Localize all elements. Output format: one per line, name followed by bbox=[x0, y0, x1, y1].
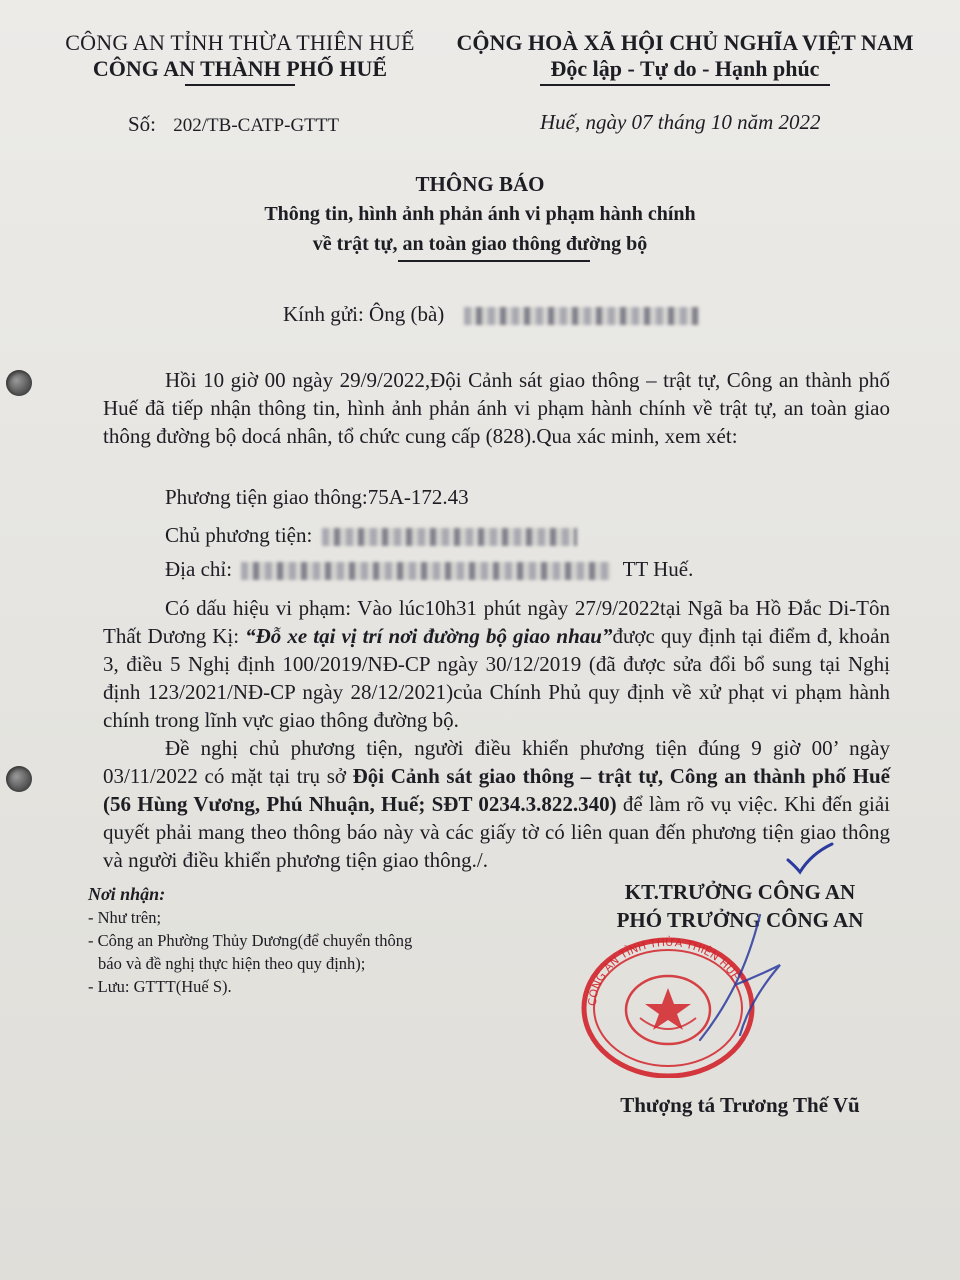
agency-name: CÔNG AN THÀNH PHỐ HUẾ bbox=[92, 56, 388, 81]
motto: Độc lập - Tự do - Hạnh phúc bbox=[550, 56, 820, 81]
recipients-list bbox=[88, 883, 412, 998]
address-line bbox=[165, 557, 693, 582]
signature-title-1: KT.TRƯỞNG CÔNG AN bbox=[624, 880, 856, 904]
redacted-recipient-name bbox=[464, 307, 699, 325]
request-suffix: để làm rõ vụ việc. Khi đến giải quyết phải mang theo thông báo này và các giấy tờ có liên quan đến phương tiện giao thông và người điều khiển phương tiện giao thông./. bbox=[103, 792, 890, 872]
owner-line bbox=[165, 523, 577, 548]
handwritten-signature bbox=[640, 905, 800, 1055]
recipients-heading: Nơi nhận: bbox=[88, 884, 166, 904]
owner-label: Chủ phương tiện: bbox=[165, 523, 313, 547]
vehicle-line: Phương tiện giao thông:75A-172.43 bbox=[165, 485, 469, 509]
recipient-item: báo và đề nghị thực hiện theo quy định); bbox=[98, 954, 366, 973]
svg-text:CÔNG AN TỈNH THỪA THIÊN HUẾ: CÔNG AN TỈNH THỪA THIÊN HUẾ bbox=[585, 935, 743, 1007]
agency-header bbox=[60, 30, 420, 86]
violation-prefix: Có dấu hiệu vi phạm: Vào lúc10h31 phút ngày 27/9/2022tại Ngã ba Hồ Đắc Di-Tôn Thất Dương Kị: bbox=[103, 596, 890, 648]
motto-underline bbox=[540, 84, 830, 86]
paragraph-violation bbox=[103, 594, 890, 734]
signer-name: Thượng tá Trương Thế Vũ bbox=[620, 1093, 860, 1117]
address-label: Địa chỉ: bbox=[165, 557, 233, 581]
violation-quote: “Đỗ xe tại vị trí nơi đường bộ giao nhau” bbox=[245, 624, 613, 648]
document-subtitle-1: Thông tin, hình ảnh phản ánh vi phạm hành chính bbox=[264, 203, 696, 225]
paragraph-request bbox=[103, 734, 890, 874]
recipient-line bbox=[283, 302, 699, 327]
country-header bbox=[440, 30, 930, 86]
signature-tick-icon bbox=[785, 840, 835, 876]
recipient-item: - Công an Phường Thủy Dương(để chuyển thông bbox=[88, 931, 413, 950]
punch-hole-top bbox=[6, 370, 32, 396]
number-label: Số: bbox=[128, 112, 157, 136]
address-tail: TT Huế. bbox=[622, 557, 694, 581]
signature-title-2: PHÓ TRƯỞNG CÔNG AN bbox=[616, 908, 864, 932]
redacted-owner-name bbox=[322, 528, 577, 546]
place-date: Huế, ngày 07 tháng 10 năm 2022 bbox=[540, 110, 821, 134]
punch-hole-bottom bbox=[6, 766, 32, 792]
request-location: Đội Cảnh sát giao thông – trật tự, Công an thành phố Huế (56 Hùng Vương, Phú Nhuận, Huế; SĐT 0234.3.822.340) bbox=[103, 764, 890, 816]
agency-parent: CÔNG AN TỈNH THỪA THIÊN HUẾ bbox=[65, 30, 415, 55]
request-prefix: Đề nghị chủ phương tiện, người điều khiển phương tiện đúng 9 giờ 00’ ngày 03/11/2022 có mặt tại trụ sở bbox=[103, 736, 890, 788]
recipient-label: Kính gửi: Ông (bà) bbox=[283, 302, 445, 326]
paragraph-reception: Hồi 10 giờ 00 ngày 29/9/2022,Đội Cảnh sát giao thông – trật tự, Công an thành phố Huế đã tiếp nhận thông tin, hình ảnh phản ánh vi phạm hành chính về trật tự, an toàn giao thông đường bộ docá nhân, tổ chức cung cấp (828).Qua xác minh, xem xét: bbox=[103, 368, 890, 448]
agency-underline bbox=[185, 84, 295, 86]
redacted-address bbox=[241, 562, 611, 580]
recipient-item: - Lưu: GTTT(Huế S). bbox=[88, 977, 232, 996]
recipient-item: - Như trên; bbox=[88, 908, 162, 927]
document-subtitle-2: về trật tự, an toàn giao thông đường bộ bbox=[312, 233, 648, 255]
title-underline bbox=[398, 260, 590, 262]
document-title: THÔNG BÁO bbox=[415, 172, 545, 196]
country-name: CỘNG HOÀ XÃ HỘI CHỦ NGHĨA VIỆT NAM bbox=[456, 30, 914, 55]
document-number bbox=[128, 112, 339, 137]
number-value: 202/TB-CATP-GTTT bbox=[173, 115, 339, 136]
violation-suffix: được quy định tại điểm đ, khoản 3, điều 5 Nghị định 100/2019/NĐ-CP ngày 30/12/2019 (đã được sửa đổi bổ sung tại Nghị định 123/2021/NĐ-CP ngày 28/12/2021)của Chính Phủ quy định về xử phạt vi phạm hành chính trong lĩnh vực giao thông đường bộ. bbox=[103, 624, 890, 732]
